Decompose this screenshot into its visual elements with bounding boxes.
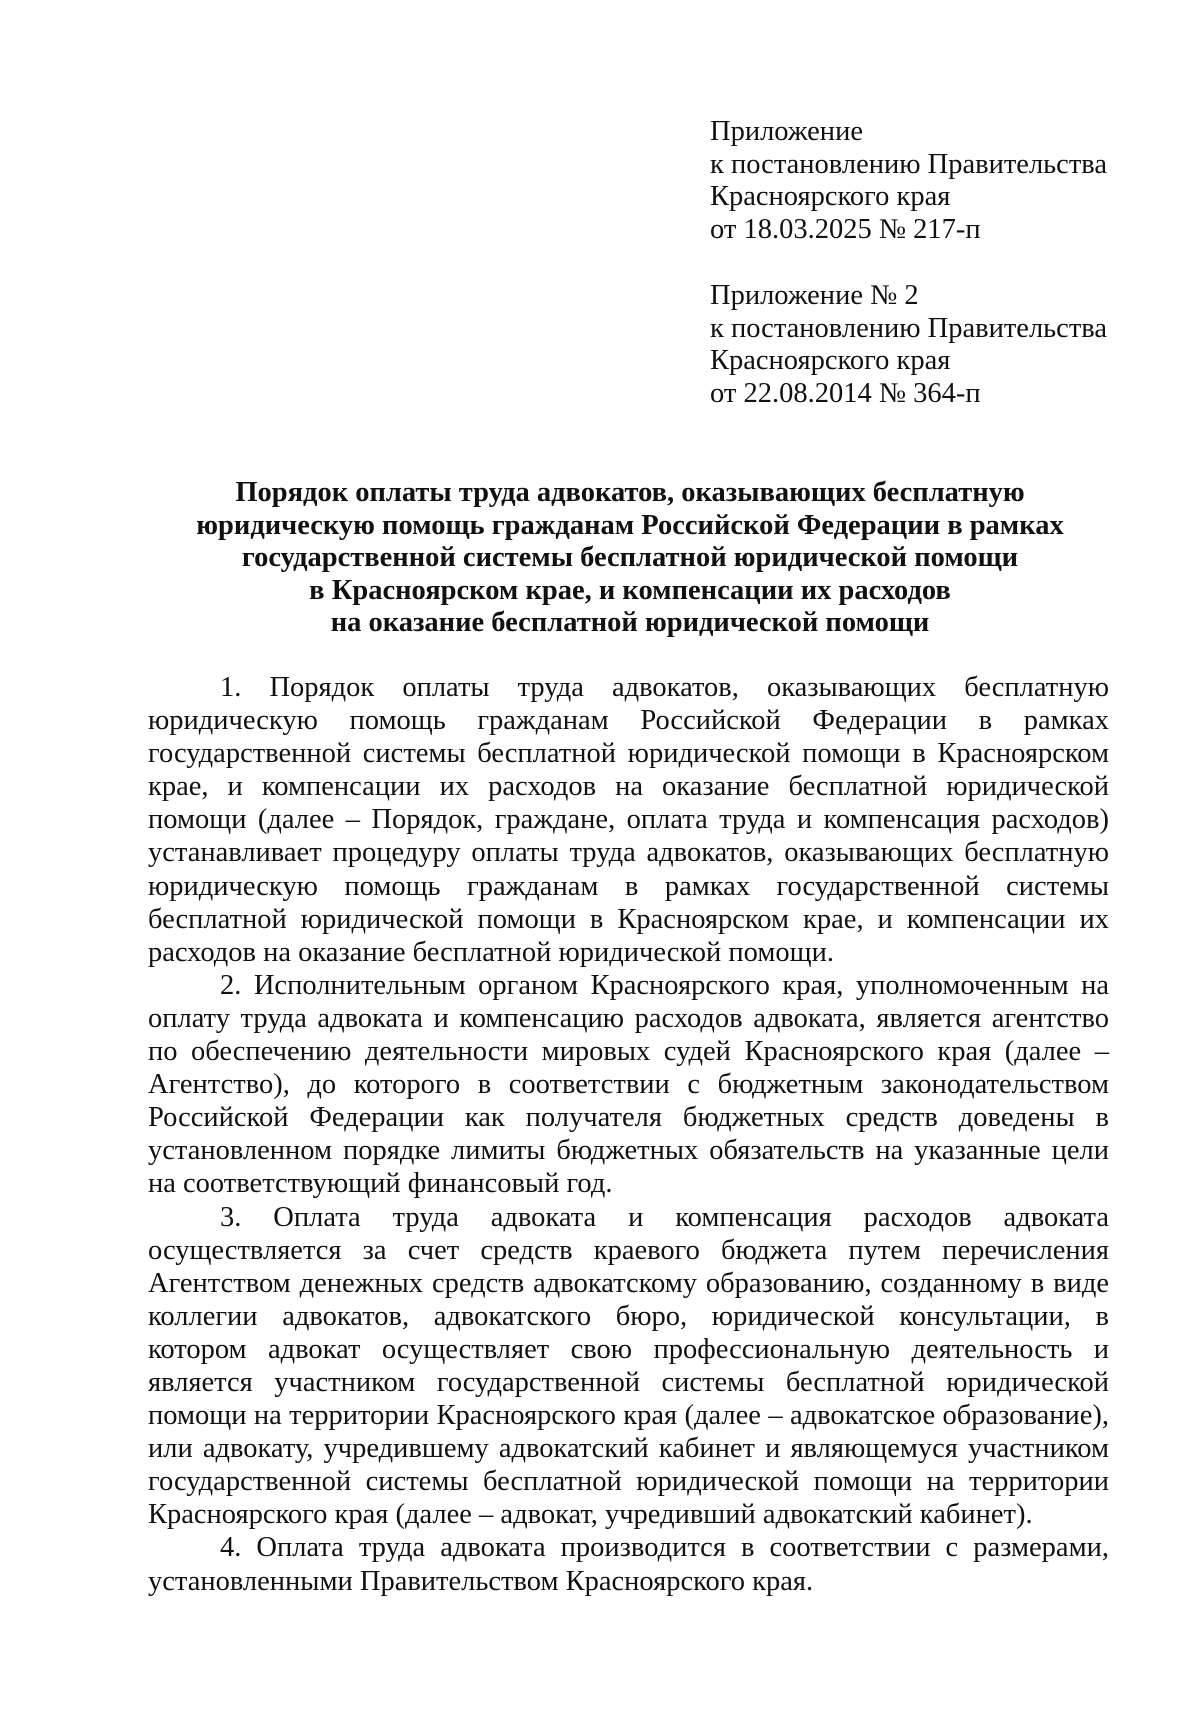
paragraph-4: 4. Оплата труда адвоката производится в соответствии с размерами, установленными Правительством Красноярского края.: [148, 1532, 1109, 1597]
attachment-label: Приложение № 2: [710, 280, 919, 311]
document-body: [148, 671, 1109, 1598]
title-line: на оказание бесплатной юридической помощи: [330, 607, 930, 638]
attachment-label: Приложение: [710, 116, 863, 147]
attachment-region: Красноярского края: [710, 181, 951, 212]
attachment-date-number: от 22.08.2014 № 364-п: [710, 377, 981, 409]
paragraph-3: 3. Оплата труда адвоката и компенсация расходов адвоката осуществляется за счет средств краевого бюджета путем перечисления Агентством денежных средств адвокатскому образованию, созданному в виде коллегии адвокатов, адвокатского бюро, юридической консультации, в котором адвокат осуществляет свою профессиональную деятельность и является участником государственной системы бесплатной юридической помощи на территории Красноярского края (далее – адвокатское образование), или адвокату, учредившему адвокатский кабинет и являющемуся участником государственной системы бесплатной юридической помощи на территории Красноярского края (далее – адвокат, учредивший адвокатский кабинет).: [148, 1201, 1109, 1531]
title-line: в Красноярском крае, и компенсации их расходов: [309, 574, 951, 606]
attachment-header-original: [710, 280, 1170, 410]
title-line: юридическую помощь гражданам Российской Федерации в рамках: [196, 509, 1064, 541]
paragraph-2: 2. Исполнительным органом Красноярского края, уполномоченным на оплату труда адвоката и компенсацию расходов адвоката, является агентство по обеспечению деятельности мировых судей Красноярского края (далее – Агентство), до которого в соответствии с бюджетным законодательством Российской Федерации как получателя бюджетных средств доведены в установленном порядке лимиты бюджетных обязательств на указанные цели на соответствующий финансовый год.: [148, 969, 1109, 1200]
title-line: Порядок оплаты труда адвокатов, оказывающих бесплатную: [235, 477, 1025, 508]
attachment-header-current: [710, 116, 1170, 246]
attachment-region: Красноярского края: [710, 345, 951, 376]
attachment-date-number: от 18.03.2025 № 217-п: [710, 213, 981, 245]
title-line: государственной системы бесплатной юридической помощи: [241, 542, 1019, 573]
attachment-resolution-ref: к постановлению Правительства: [710, 148, 1108, 180]
attachment-resolution-ref: к постановлению Правительства: [710, 312, 1108, 344]
document-title: [150, 477, 1110, 640]
paragraph-1: 1. Порядок оплаты труда адвокатов, оказывающих бесплатную юридическую помощь гражданам Российской Федерации в рамках государственной системы бесплатной юридической помощи в Красноярском крае, и компенсации их расходов на оказание бесплатной юридической помощи (далее – Порядок, граждане, оплата труда и компенсация расходов) устанавливает процедуру оплаты труда адвокатов, оказывающих бесплатную юридическую помощь гражданам в рамках государственной системы бесплатной юридической помощи в Красноярском крае, и компенсации их расходов на оказание бесплатной юридической помощи.: [148, 672, 1109, 968]
